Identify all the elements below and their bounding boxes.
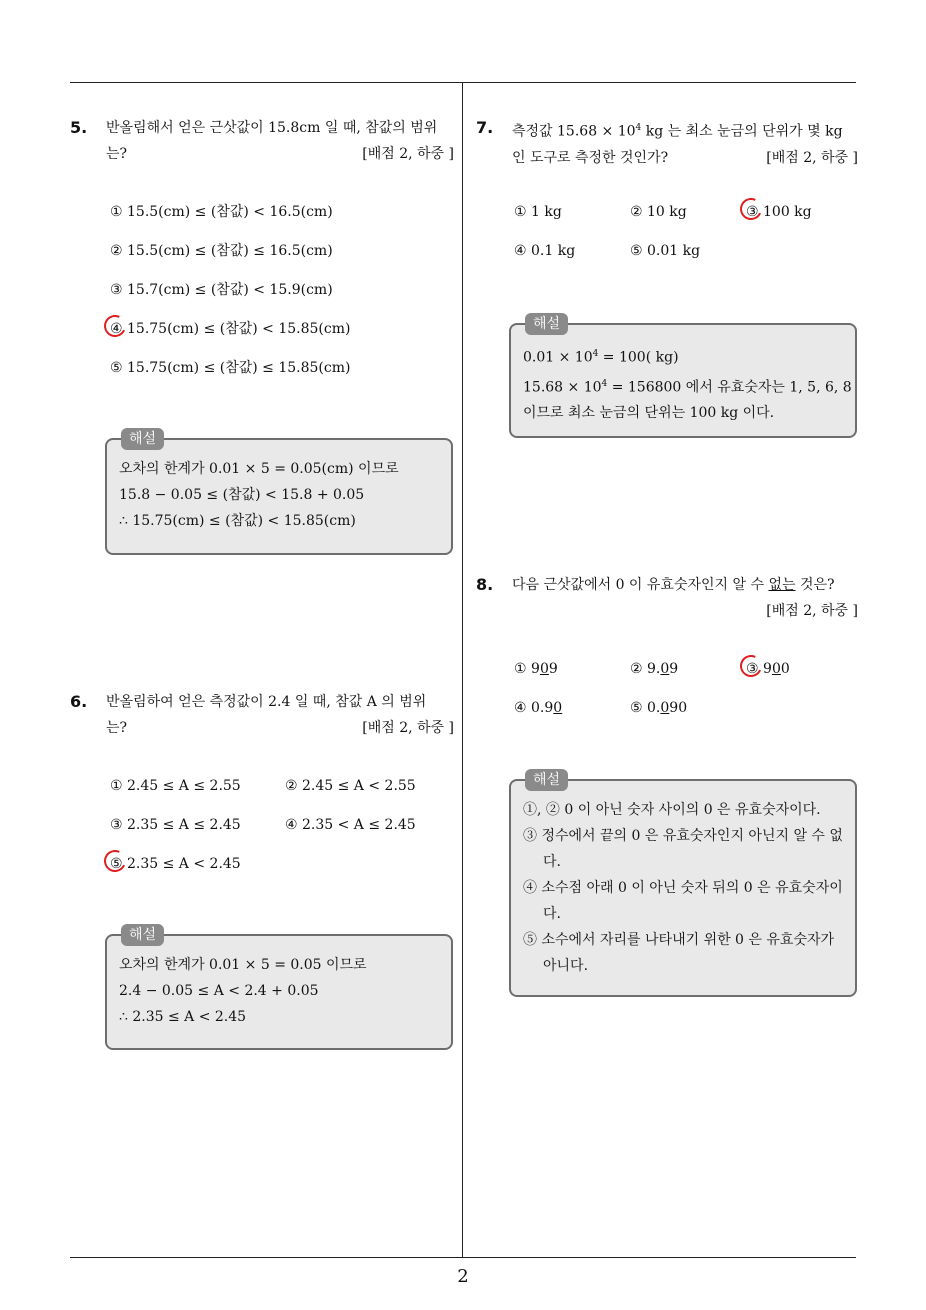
question-7 (476, 115, 858, 171)
score-tag: [배점 2, 하중 ] (362, 720, 454, 736)
solution-line: ④ 소수점 아래 0 이 아닌 숫자 뒤의 0 은 유효숫자이다. (523, 880, 843, 922)
choice-6-1[interactable]: ① 2.45 ≤ A ≤ 2.55 (110, 778, 241, 794)
question-text-line1: 반올림해서 얻은 근삿값이 15.8cm 일 때, 참값의 범위 (106, 120, 438, 136)
solution-line: ⑤ 소수에서 자리를 나타내기 위한 0 은 유효숫자가 아니다. (523, 932, 835, 974)
choice-8-2[interactable]: ② 9.09 (630, 661, 679, 677)
question-6 (70, 689, 454, 741)
choice-8-5[interactable]: ⑤ 0.090 (630, 700, 688, 716)
question-text-line1: 측정값 $15.68 \times 10^4$ kg 는 최소 눈금의 단위가 몇 kg (512, 123, 843, 140)
column-divider (462, 82, 463, 1258)
solution-label: 해설 (525, 769, 568, 791)
choice-5-2[interactable]: ② 15.5(cm) ≤ (참값) ≤ 16.5(cm) (110, 243, 333, 259)
solution-label: 해설 (121, 924, 164, 946)
choice-6-5[interactable]: ⑤ 2.35 ≤ A < 2.45 (110, 854, 241, 874)
question-text-line2: 인 도구로 측정한 것인가? (512, 149, 669, 166)
choice-7-4[interactable]: ④ 0.1 kg (514, 243, 576, 259)
choice-8-1[interactable]: ① 909 (514, 661, 558, 677)
choice-6-4[interactable]: ④ 2.35 < A ≤ 2.45 (285, 817, 416, 833)
solution-box-5 (105, 431, 453, 555)
score-tag: [배점 2, 하중 ] (362, 146, 454, 162)
question-5 (70, 115, 454, 167)
page-number: 2 (457, 1266, 469, 1287)
choice-8-4[interactable]: ④ 0.90 (514, 700, 563, 716)
solution-line: 15.8 − 0.05 ≤ (참값) < 15.8 + 0.05 (119, 487, 365, 503)
score-tag: [배점 2, 하중 ] (766, 149, 858, 166)
question-number: 7. (476, 118, 494, 137)
solution-line: $15.68 \times 10^4 = 156800$ 에서 유효숫자는 1, 5, 6, 8 (523, 378, 852, 396)
question-8 (476, 572, 858, 624)
choice-6-2[interactable]: ② 2.45 ≤ A < 2.55 (285, 778, 416, 794)
solution-line: 이므로 최소 눈금의 단위는 100 kg 이다. (523, 405, 775, 422)
choice-7-2[interactable]: ② 10 kg (630, 204, 687, 220)
choice-8-3[interactable]: ③ 900 (746, 659, 790, 679)
solution-box-7 (509, 316, 857, 438)
choice-7-1[interactable]: ① 1 kg (514, 204, 562, 220)
solution-box-6 (105, 927, 453, 1050)
top-rule (70, 82, 856, 83)
choice-5-3[interactable]: ③ 15.7(cm) ≤ (참값) < 15.9(cm) (110, 282, 333, 298)
question-text-line2: 는? (106, 146, 128, 162)
solution-line: 오차의 한계가 0.01 × 5 = 0.05(cm) 이므로 (119, 461, 399, 477)
choice-5-5[interactable]: ⑤ 15.75(cm) ≤ (참값) ≤ 15.85(cm) (110, 360, 351, 376)
solution-label: 해설 (121, 428, 164, 450)
solution-box-8 (509, 772, 857, 997)
question-text-line1: 반올림하여 얻은 측정값이 2.4 일 때, 참값 A 의 범위 (106, 694, 427, 710)
choice-5-4[interactable]: ④ 15.75(cm) ≤ (참값) < 15.85(cm) (110, 319, 350, 339)
answer-circle-mark (737, 652, 765, 680)
solution-line: ∴ 2.35 ≤ A < 2.45 (119, 1009, 247, 1025)
solution-label: 해설 (525, 313, 568, 335)
choice-7-5[interactable]: ⑤ 0.01 kg (630, 243, 701, 259)
question-text-line1: 다음 근삿값에서 0 이 유효숫자인지 알 수 없는 것은? (512, 577, 835, 593)
solution-line: ③ 정수에서 끝의 0 은 유효숫자인지 아닌지 알 수 없다. (523, 828, 843, 870)
bottom-rule (70, 1257, 856, 1258)
question-number: 6. (70, 692, 88, 711)
solution-line: $0.01 \times 10^4 = 100$( kg) (523, 349, 679, 366)
solution-line: 2.4 − 0.05 ≤ A < 2.4 + 0.05 (119, 983, 319, 999)
question-number: 5. (70, 118, 88, 137)
question-text-line2: 는? (106, 720, 128, 736)
score-tag: [배점 2, 하중 ] (766, 603, 858, 619)
question-number: 8. (476, 575, 494, 594)
choice-6-3[interactable]: ③ 2.35 ≤ A ≤ 2.45 (110, 817, 241, 833)
solution-line: 오차의 한계가 0.01 × 5 = 0.05 이므로 (119, 957, 367, 973)
choice-5-1[interactable]: ① 15.5(cm) ≤ (참값) < 16.5(cm) (110, 204, 333, 220)
choice-7-3[interactable]: ③ 100 kg (746, 202, 812, 222)
solution-line: ①, ② 0 이 아닌 숫자 사이의 0 은 유효숫자이다. (523, 802, 821, 818)
solution-line: ∴ 15.75(cm) ≤ (참값) < 15.85(cm) (119, 513, 356, 529)
